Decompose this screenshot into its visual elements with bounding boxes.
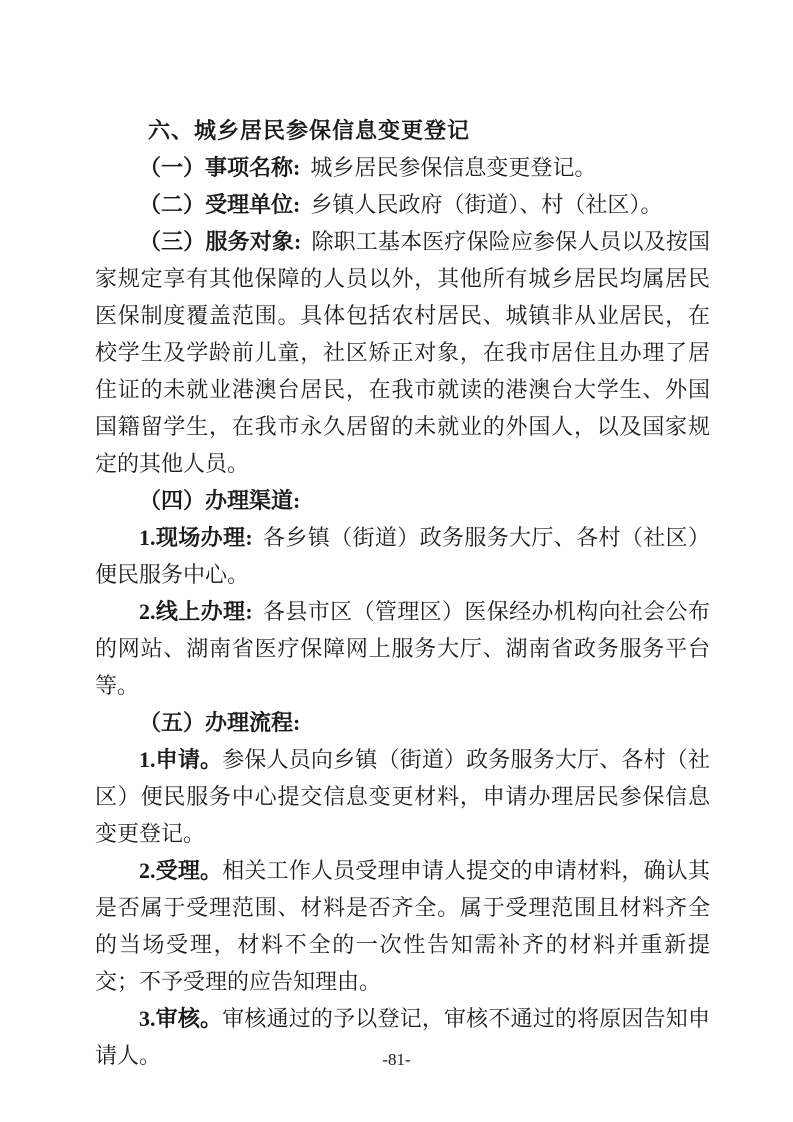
paragraph [95, 186, 710, 223]
paragraph-label: 1.申请。 [139, 747, 223, 772]
paragraph-text: 除职工基本医疗保险应参保人员以及按国家规定享有其他保障的人员以外，其他所有城乡居民均属居民医保制度覆盖范围。具体包括农村居民、城镇非从业居民，在校学生及学龄前儿童，社区矫正对象，在我市居住且办理了居住证的未就业港澳台居民，在我市就读的港澳台大学生、外国国籍留学生，在我市永久居留的未就业的外国人，以及国家规定的其他人员。 [95, 229, 710, 476]
paragraph-text: 审核通过的予以登记，审核不通过的将原因告知申请人。 [95, 1006, 710, 1068]
paragraph [95, 852, 710, 1000]
paragraph-text: 城乡居民参保信息变更登记。 [310, 155, 597, 180]
paragraph-label: （三）服务对象: [139, 229, 302, 254]
paragraph-label: 2.线上办理: [139, 599, 253, 624]
paragraph-text: 乡镇人民政府（街道）、村（社区）。 [310, 192, 663, 217]
document-content [95, 112, 710, 1074]
paragraph-text: 相关工作人员受理申请人提交的申请材料，确认其是否属于受理范围、材料是否齐全。属于受理范围且材料齐全的当场受理，材料不全的一次性告知需补齐的材料并重新提交；不予受理的应告知理由。 [95, 858, 710, 994]
paragraph-text: 参保人员向乡镇（街道）政务服务大厅、各村（社区）便民服务中心提交信息变更材料，申请办理居民参保信息变更登记。 [95, 747, 710, 846]
paragraph [95, 519, 710, 593]
paragraph-label: （四）办理渠道: [139, 488, 301, 513]
paragraph-list [95, 149, 710, 1074]
paragraph [95, 741, 710, 852]
page-number: -81- [382, 1050, 411, 1069]
paragraph-label: 2.受理。 [139, 858, 223, 883]
paragraph-label: （一）事项名称: [139, 155, 301, 180]
paragraph-label: （五）办理流程: [139, 710, 301, 735]
paragraph [95, 149, 710, 186]
page-footer [0, 1050, 793, 1070]
paragraph-text: 各县市区（管理区）医保经办机构向社会公布的网站、湖南省医疗保障网上服务大厅、湖南省政务服务平台等。 [95, 599, 710, 698]
paragraph [95, 704, 710, 741]
paragraph-label: （二）受理单位: [139, 192, 301, 217]
paragraph-label: 3.审核。 [139, 1006, 223, 1031]
paragraph [95, 482, 710, 519]
paragraph [95, 223, 710, 482]
paragraph-text: 各乡镇（街道）政务服务大厅、各村（社区）便民服务中心。 [95, 525, 710, 587]
paragraph-label: 1.现场办理: [139, 525, 253, 550]
section-heading: 六、城乡居民参保信息变更登记 [148, 118, 471, 143]
paragraph [95, 593, 710, 704]
